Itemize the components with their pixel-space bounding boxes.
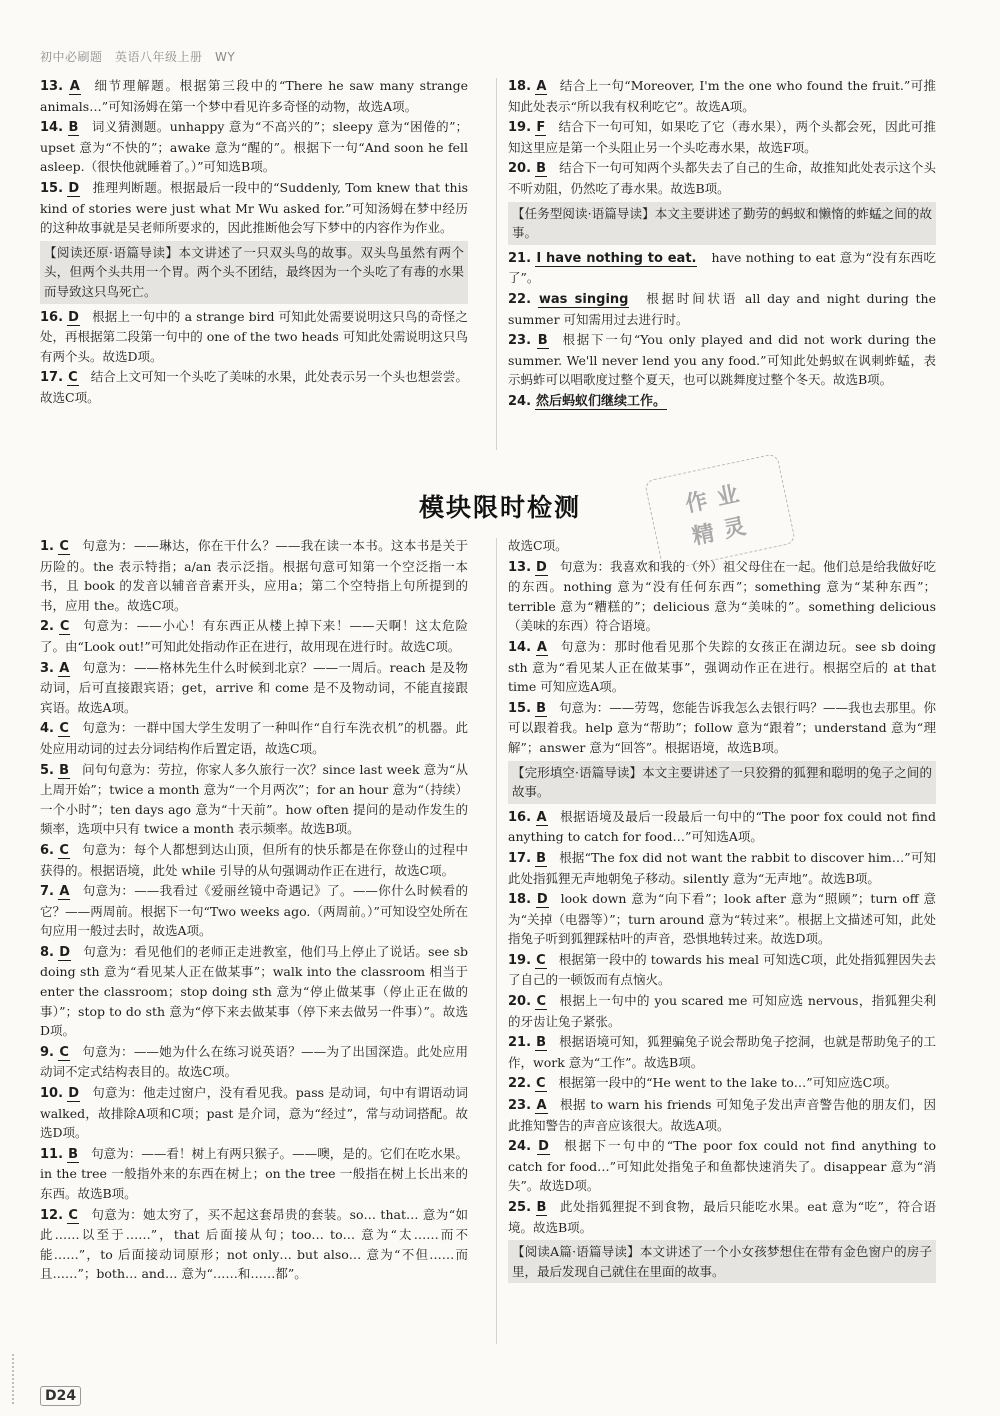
answer-item bbox=[40, 718, 468, 758]
question-number: 23. bbox=[508, 333, 532, 349]
answer-key: D bbox=[68, 1086, 80, 1102]
answer-item bbox=[40, 1144, 468, 1204]
answer-explanation: 句意为：——她为什么在练习说英语？——为了出国深造。此处应用动词不定式结构表目的。故选C项。 bbox=[40, 1043, 468, 1080]
answer-key: D bbox=[538, 1139, 549, 1155]
answer-explanation: 句意为：——格林先生什么时候到北京？——一周后。reach 是及物动词，后可直接跟宾语；get，arrive 和 come 是不及物动词，不能直接跟宾语。故选A项。 bbox=[40, 659, 468, 715]
answer-explanation: 句意为：他走过窗户，没有看见我。pass 是动词，句中有谓语动词 walked，故排除A项和C项；past 是介词，意为“经过”，常与动词搭配。故选D项。 bbox=[40, 1085, 468, 1141]
answer-explanation: 此处指狐狸捉不到食物，最后只能吃水果。eat 意为“吃”，符合语境。故选B项。 bbox=[508, 1199, 936, 1235]
answer-key: A bbox=[59, 660, 70, 676]
answer-item bbox=[508, 117, 936, 157]
answer-key: D bbox=[59, 944, 71, 960]
question-number: 17. bbox=[40, 370, 64, 386]
answer-explanation: 细节理解题。根据第三段中的“There he saw many strange animals…”可知汤姆在第一个梦中看见许多奇怪的动物，故选A项。 bbox=[40, 78, 468, 114]
answer-item bbox=[40, 942, 468, 1041]
passage-guide: 【任务型阅读·语篇导读】本文主要讲述了勤劳的蚂蚁和懒惰的蚱蜢之间的故事。 bbox=[508, 202, 936, 245]
answer-explanation: 根据上一句中的 you scared me 可知应选 nervous，指狐狸尖利的牙齿让兔子紧张。 bbox=[508, 993, 936, 1029]
answer-key: C bbox=[59, 1044, 69, 1060]
answer-explanation: 句意为：——我看过《爱丽丝镜中奇遇记》了。——你什么时候看的它？——两周前。根据下一句“Two weeks ago.（两周前。）”可知设空处所在句应用一般过去时，故选A项。 bbox=[40, 883, 468, 939]
answer-item bbox=[508, 807, 936, 847]
answer-key: A bbox=[536, 79, 547, 94]
answer-column-top-right bbox=[508, 76, 936, 413]
answer-explanation: 根据下一句中的“The poor fox could not find anything to catch for food…”可知此处指兔子和鱼都快速消失了。disappear 意为“消失”。故选D项。 bbox=[508, 1138, 936, 1194]
question-number: 20. bbox=[508, 994, 532, 1010]
question-number: 1. bbox=[40, 539, 54, 554]
question-number: 12. bbox=[40, 1207, 64, 1223]
question-number: 11. bbox=[40, 1146, 64, 1162]
page-header: 初中必刷题 英语八年级上册 WY bbox=[40, 50, 236, 64]
question-number: 5. bbox=[40, 762, 54, 778]
answer-item bbox=[508, 848, 936, 888]
answer-key: B bbox=[68, 1146, 78, 1162]
answer-key: C bbox=[68, 1207, 78, 1223]
question-number: 14. bbox=[40, 120, 64, 136]
answer-item bbox=[508, 158, 936, 198]
question-number: 3. bbox=[40, 660, 54, 676]
passage-guide: 【阅读还原·语篇导读】本文讲述了一只双头鸟的故事。双头鸟虽然有两个头，但两个头共用一个胃。两个头不团结，最终因为一个头吃了有毒的水果而导致这只鸟死亡。 bbox=[40, 241, 468, 304]
page-corner-decoration bbox=[12, 1354, 32, 1404]
question-number: 6. bbox=[40, 842, 54, 858]
question-number: 9. bbox=[40, 1044, 54, 1060]
question-number: 23. bbox=[508, 1098, 532, 1114]
passage-guide: 【完形填空·语篇导读】本文主要讲述了一只狡猾的狐狸和聪明的兔子之间的故事。 bbox=[508, 761, 936, 804]
question-number: 16. bbox=[40, 309, 64, 325]
passage-guide: 【阅读A篇·语篇导读】本文讲述了一个小女孩梦想住在带有金色窗户的房子里，最后发现自己就住在里面的故事。 bbox=[508, 1240, 936, 1283]
answer-item bbox=[508, 1095, 936, 1135]
answer-item bbox=[508, 289, 936, 329]
answer-item bbox=[508, 889, 936, 949]
answer-item bbox=[508, 557, 936, 636]
answer-key: C bbox=[536, 952, 546, 968]
answer-key: C bbox=[536, 1076, 546, 1092]
answer-item bbox=[40, 307, 468, 367]
answer-key: B bbox=[537, 333, 548, 349]
question-number: 21. bbox=[508, 1035, 532, 1051]
answer-item bbox=[40, 658, 468, 718]
question-number: 20. bbox=[508, 161, 532, 177]
answer-explanation: 词义猜测题。unhappy 意为“不高兴的”；sleepy 意为“困倦的”；upset 意为“不快的”；awake 意为“醒的”。根据下一句“And soon he fell asleep.（很快他就睡着了。）”可知选B项。 bbox=[40, 119, 468, 175]
answer-key: I have nothing to eat. bbox=[536, 250, 697, 266]
answer-key: B bbox=[536, 161, 546, 177]
answer-explanation: 根据上一句中的 a strange bird 可知此处需要说明这只鸟的奇怪之处，再根据第二段第一句中的 one of the two heads 可知此处需说明这只鸟有两个头。故选D项。 bbox=[40, 308, 468, 364]
question-number: 21. bbox=[508, 250, 532, 266]
question-number: 15. bbox=[40, 180, 64, 196]
answer-column-top-left bbox=[40, 76, 468, 409]
stamp-line-1: 作业 bbox=[683, 479, 752, 518]
question-number: 13. bbox=[40, 79, 64, 94]
answer-key: C bbox=[59, 842, 69, 858]
answer-key: C bbox=[59, 619, 70, 635]
question-number: 25. bbox=[508, 1200, 532, 1215]
answer-item bbox=[40, 616, 468, 656]
answer-item bbox=[40, 1083, 468, 1143]
question-number: 13. bbox=[508, 559, 532, 575]
answer-key: 然后蚂蚁们继续工作。 bbox=[536, 393, 667, 409]
answer-key: C bbox=[59, 539, 69, 554]
answer-key: A bbox=[59, 884, 70, 900]
question-number: 18. bbox=[508, 79, 532, 94]
answer-item bbox=[40, 117, 468, 177]
answer-explanation: 结合上文可知一个头吃了美味的水果，此处表示另一个头也想尝尝。故选C项。 bbox=[40, 369, 468, 405]
answer-key: A bbox=[536, 639, 547, 655]
answer-continuation: 故选C项。 bbox=[508, 538, 568, 553]
answer-item bbox=[40, 1042, 468, 1082]
stamp-line-2: 精灵 bbox=[690, 512, 758, 550]
answer-key: A bbox=[536, 1098, 547, 1114]
answer-explanation: 句意为：她太穷了，买不起这套昂贵的套装。so… that… 意为“如此……以至于……”，that 后面接从句；too… to… 意为“太……而不能……”，to 后面接动词原形；not only… but also… 意为“不但……而且……”；both… and… 意为“……和……都”。 bbox=[40, 1206, 468, 1282]
answer-key: B bbox=[536, 1035, 546, 1051]
question-number: 8. bbox=[40, 944, 54, 960]
answer-item bbox=[508, 1136, 936, 1196]
answer-explanation: 根据时间状语 all day and night during the summer 可知需用过去进行时。 bbox=[508, 290, 936, 327]
answer-item bbox=[40, 536, 468, 615]
answer-item bbox=[508, 76, 936, 116]
question-number: 15. bbox=[508, 700, 532, 716]
answer-explanation: 根据第一段中的“He went to the lake to…”可知应选C项。 bbox=[558, 1075, 898, 1091]
answer-item bbox=[508, 1032, 936, 1072]
answer-key: B bbox=[68, 120, 79, 136]
answer-explanation: 句意为：我喜欢和我的（外）祖父母住在一起。他们总是给我做好吃的东西。nothing 意为“没有任何东西”；something 意为“某种东西”；terrible 意为“糟糕的”；delicious 意为“美味的”。something delicious（美味的东西）符合语境。 bbox=[508, 558, 936, 634]
answer-item bbox=[508, 950, 936, 990]
answer-explanation: 根据第一段中的 towards his meal 可知选C项，此处指狐狸因失去了自己的一顿饭而有点恼火。 bbox=[508, 951, 936, 988]
answer-item bbox=[40, 881, 468, 941]
answer-explanation: 句意为：那时他看见那个失踪的女孩正在湖边玩。see sb doing sth 意为“看见某人正在做某事”，强调动作正在进行。根据空后的 at that time 可知应选A项。 bbox=[508, 638, 936, 695]
answer-explanation: 结合上一句“Moreover, I'm the one who found the fruit.”可推知此处表示“所以我有权利吃它”。故选A项。 bbox=[508, 78, 936, 114]
answer-key: D bbox=[536, 559, 547, 575]
answer-explanation: 结合下一句可知，如果吃了它（毒水果），两个头都会死，因此可推知这里应是第一个头阻止另一个头吃毒水果，故选F项。 bbox=[508, 119, 936, 155]
answer-explanation: 根据“The fox did not want the rabbit to discover him…”可知此处指狐狸无声地朝兔子移动。silently 意为“无声地”。故选B项。 bbox=[508, 849, 936, 886]
answer-explanation: 句意为：——劳驾，您能告诉我怎么去银行吗？——我也去那里。你可以跟着我。help 意为“帮助”；follow 意为“跟着”；understand 意为“理解”；answer 意为“回答”。根据语境，故选B项。 bbox=[508, 699, 936, 755]
answer-explanation: 句意为：——看！树上有两只猴子。——噢，是的。它们在吃水果。in the tree 一般指外来的东西在树上；on the tree 一般指在树上长出来的东西。故选B项。 bbox=[40, 1145, 468, 1201]
answer-explanation: 结合下一句可知两个头都失去了自己的生命，故推知此处表示这个头不听劝阻，仍然吃了毒水果。故选B项。 bbox=[508, 160, 936, 196]
answer-explanation: 句意为：——小心！有东西正从楼上掉下来！——天啊！这太危险了。由“Look out!”可知此处指动作正在进行，故用现在进行时。故选C项。 bbox=[40, 618, 468, 654]
answer-item bbox=[508, 698, 936, 758]
question-number: 19. bbox=[508, 120, 532, 136]
answer-key: B bbox=[536, 850, 547, 866]
answer-explanation: 根据下一句“You only played and did not work during the summer. We'll never lend you any food.”可知此处蚂蚁在讽刺蚱蜢，表示蚂蚱可以唱歌度过整个夏天，也可以跳舞度过整个冬天。故选B项。 bbox=[508, 332, 936, 388]
answer-item bbox=[508, 991, 936, 1031]
section-title: 模块限时检测 bbox=[418, 493, 581, 522]
question-number: 2. bbox=[40, 619, 54, 635]
answer-key: F bbox=[536, 120, 546, 136]
answer-item bbox=[508, 248, 936, 288]
answer-explanation: 根据 to warn his friends 可知兔子发出声音警告他的朋友们，因此推知警告的声音应该很大。故选A项。 bbox=[508, 1097, 936, 1133]
question-number: 19. bbox=[508, 952, 532, 968]
question-number: 10. bbox=[40, 1086, 64, 1102]
answer-item bbox=[40, 178, 468, 238]
answer-explanation: 根据语境可知，狐狸骗兔子说会帮助兔子挖洞，也就是帮助兔子的工作，work 意为“工作”。故选B项。 bbox=[508, 1034, 936, 1070]
answer-column-bottom-left bbox=[40, 536, 468, 1285]
question-number: 14. bbox=[508, 639, 532, 655]
answer-key: A bbox=[536, 809, 547, 825]
page-number: D24 bbox=[40, 1386, 81, 1406]
answer-key: D bbox=[68, 309, 79, 325]
answer-explanation: 句意为：——琳达，你在干什么？——我在读一本书。这本书是关于历险的。the 表示特指；a/an 表示泛指。根据句意可知第一个空泛指一本书，且 book 的发音以辅音音素开头，应用a；第二个空特指上句所提到的书，应用 the。故选C项。 bbox=[40, 538, 468, 613]
answer-item bbox=[40, 1205, 468, 1284]
question-number: 4. bbox=[40, 721, 54, 737]
answer-item bbox=[40, 367, 468, 407]
column-divider-bottom bbox=[496, 538, 497, 1344]
answer-key: C bbox=[536, 994, 546, 1010]
answer-key: D bbox=[68, 180, 80, 196]
answer-explanation: look down 意为“向下看”；look after 意为“照顾”；turn off 意为“关掉（电器等）”；turn around 意为“转过来”。根据上文描述可知，此处指兔子听到狐狸踩枯叶的声音，恐惧地转过来。故选D项。 bbox=[508, 891, 936, 947]
answer-explanation: 句意为：一群中国大学生发明了一种叫作“自行车洗衣机”的机器。此处应用动词的过去分词结构作后置定语，故选C项。 bbox=[40, 720, 468, 756]
answer-key: D bbox=[536, 892, 548, 908]
question-number: 22. bbox=[508, 291, 532, 307]
answer-item bbox=[508, 1197, 936, 1237]
answer-explanation: 问句句意为：劳拉，你家人多久旅行一次？since last week 意为“从上周开始”；twice a month 意为“一个月两次”；for an hour 意为“（持续）一个小时”；ten days ago 意为“十天前”。how often 提问的是动作发生的频率，选项中只有 twice a month 表示频率。故选B项。 bbox=[40, 761, 468, 837]
question-number: 16. bbox=[508, 809, 532, 825]
answer-key: A bbox=[69, 79, 80, 94]
answer-item bbox=[508, 637, 936, 697]
answer-explanation: have nothing to eat 意为“没有东西吃了”。 bbox=[508, 249, 936, 286]
answer-item bbox=[508, 330, 936, 390]
question-number: 24. bbox=[508, 393, 532, 409]
question-number: 7. bbox=[40, 884, 54, 900]
answer-item bbox=[40, 760, 468, 839]
answer-explanation: 推理判断题。根据最后一段中的“Suddenly, Tom knew that this kind of stories were just what Mr Wu asked for.”可知汤姆在梦中经历的这种故事就是吴老师所要求的，因此推断他会写下梦中的内容作为作业。 bbox=[40, 179, 468, 236]
question-number: 18. bbox=[508, 892, 532, 908]
answer-column-bottom-right bbox=[508, 536, 936, 1286]
answer-item bbox=[40, 840, 468, 880]
answer-key: was singing bbox=[538, 291, 629, 307]
question-number: 24. bbox=[508, 1139, 532, 1155]
answer-explanation: 句意为：每个人都想到达山顶，但所有的快乐都是在你登山的过程中获得的。根据语境，此处 while 引导的从句强调动作正在进行，故选C项。 bbox=[40, 841, 468, 878]
answer-explanation: 根据语境及最后一段最后一句中的“The poor fox could not find anything to catch for food…”可知选A项。 bbox=[508, 808, 936, 845]
question-number: 17. bbox=[508, 850, 532, 866]
answer-key: B bbox=[536, 700, 546, 716]
answer-item bbox=[508, 391, 936, 412]
answer-item bbox=[508, 1073, 936, 1094]
question-number: 22. bbox=[508, 1076, 532, 1092]
answer-key: B bbox=[59, 762, 70, 778]
column-divider-top bbox=[496, 78, 497, 450]
answer-key: C bbox=[68, 370, 78, 386]
answer-explanation: 句意为：看见他们的老师正走进教室，他们马上停止了说话。see sb doing sth 意为“看见某人正在做某事”；walk into the classroom 相当于 enter the classroom；stop doing sth 意为“停止做某事（停止正在做的事）”；stop to do sth 意为“停下来去做某事（停下来去做另一件事）”。故选D项。 bbox=[40, 943, 468, 1039]
answer-item bbox=[40, 76, 468, 116]
answer-key: B bbox=[536, 1200, 547, 1215]
answer-key: C bbox=[59, 721, 69, 737]
